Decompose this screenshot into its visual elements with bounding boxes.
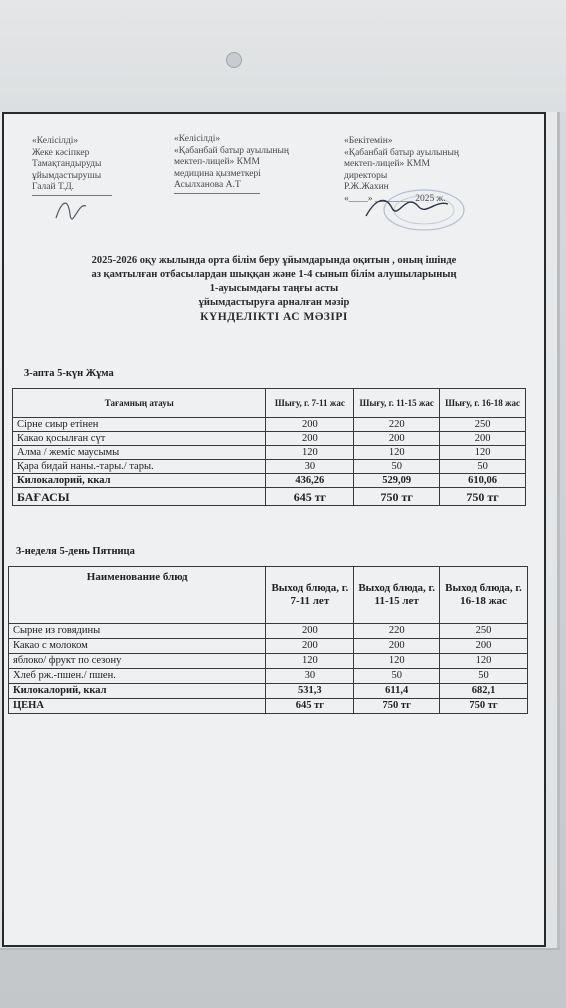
kcal-row: Килокалорий, ккал 436,26 529,09 610,06 <box>13 474 526 488</box>
table-row: Алма / жеміс маусымы 120 120 120 <box>13 446 526 460</box>
approval-medic: «Келісілді» «Қабанбай батыр ауылының мектеп-лицей» КММ медицина қызметкері Асылханова А.Т <box>174 134 289 194</box>
table-row: Сірне сиыр етінен 200 220 250 <box>13 418 526 432</box>
menu-sheet <box>2 112 546 947</box>
heading-line-2: аз қамтылған отбасылардан шыққан және 1-4 сынып білім алушыларының <box>91 269 457 280</box>
ru-menu-table <box>8 566 528 714</box>
heading-line-1: 2025-2026 оқу жылында орта білім беру ұйымдарында оқитын , оның ішінде <box>91 255 457 266</box>
col-age-16-18: Шығу, г. 16-18 жас <box>440 389 526 418</box>
kz-menu-table <box>12 388 526 506</box>
menu-heading <box>4 254 544 324</box>
table-row: Хлеб рж.-пшен./ пшен. 30 50 50 <box>9 669 528 684</box>
col-dish: Тағамның атауы <box>13 389 266 418</box>
stamp-and-signature <box>356 186 466 236</box>
heading-line-4: ұйымдастыруға арналған мәзір <box>198 297 350 308</box>
col-dish: Наименование блюд <box>9 567 266 624</box>
ru-section-title: 3-неделя 5-день Пятница <box>16 546 135 557</box>
table-row: Қара бидай наны.-тары./ тары. 30 50 50 <box>13 460 526 474</box>
col-age-11-15: Шығу, г. 11-15 жас <box>354 389 440 418</box>
col-age-16-18: Выход блюда, г. 16-18 жас <box>440 567 528 624</box>
table-row: Какао қосылған сүт 200 200 200 <box>13 432 526 446</box>
price-row: ЦЕНА 645 тг 750 тг 750 тг <box>9 699 528 714</box>
table-header-row <box>13 389 526 418</box>
pin-hole <box>226 52 242 68</box>
table-row: Сырне из говядины 200 220 250 <box>9 624 528 639</box>
approval-block <box>4 114 544 234</box>
sleeve-top <box>0 0 566 112</box>
signature-caterer <box>52 194 92 224</box>
approval-caterer: «Келісілді» Жеке кәсіпкер Тамақтандыруды ұйымдастырушы Галай Т.Д. <box>32 136 112 196</box>
table-row: яблоко/ фрукт по сезону 120 120 120 <box>9 654 528 669</box>
col-age-7-11: Выход блюда, г. 7-11 лет <box>266 567 354 624</box>
col-age-7-11: Шығу, г. 7-11 жас <box>266 389 354 418</box>
price-row: БАҒАСЫ 645 тг 750 тг 750 тг <box>13 488 526 506</box>
kz-section-title: 3-апта 5-күн Жұма <box>24 368 114 379</box>
table-row: Какао с молоком 200 200 200 <box>9 639 528 654</box>
heading-line-3: 1-ауысымдағы таңғы асты <box>209 283 339 294</box>
approval-director: «Бекітемін» «Қабанбай батыр ауылының мектеп-лицей» КММ директоры Р.Ж.Жахин «____» ________ 2025 ж. <box>344 136 459 204</box>
heading-title: КҮНДЕЛІКТІ АС МӘЗІРІ <box>200 311 348 323</box>
kcal-row: Килокалорий, ккал 531,3 611,4 682,1 <box>9 684 528 699</box>
table-header-row <box>9 567 528 624</box>
col-age-11-15: Выход блюда, г. 11-15 лет <box>354 567 440 624</box>
